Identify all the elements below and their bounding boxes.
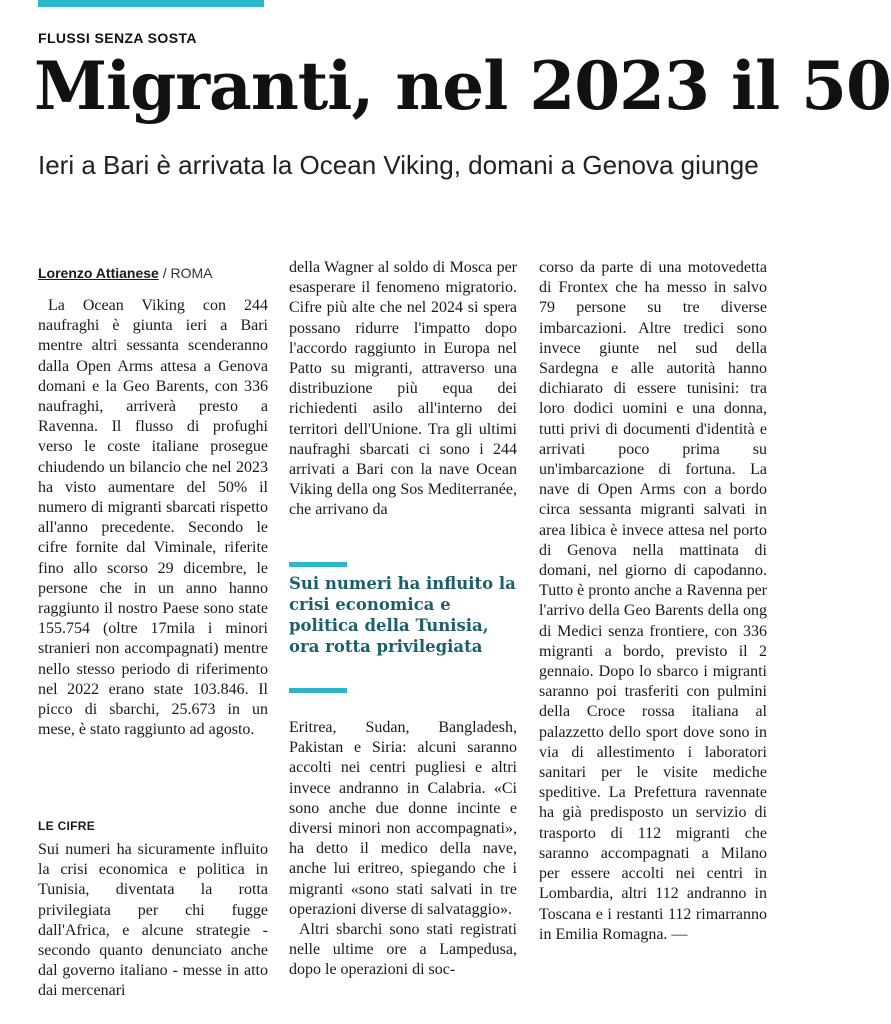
pullquote: Sui numeri ha influito la crisi economica e politica della Tunisia, ora rotta privilegiata bbox=[289, 574, 516, 656]
byline-city: / ROMA bbox=[162, 265, 213, 281]
article-column-1 bbox=[38, 296, 268, 740]
paragraph: della Wagner al soldo di Mosca per esasperare il fenomeno migratorio. Cifre più alte che nel 2024 si spera possano ridurre l'impatto dopo l'accordo raggiunto in Europa nel Patto su migranti, attraverso una distribuzione più equa dei richiedenti asilo all'interno dei territori dell'Unione. Tra gli ultimi naufraghi sbarcati ci sono i 244 arrivati a Bari con la nave Ocean Viking della ong Sos Mediterranée, che arrivano da bbox=[289, 259, 517, 519]
article-column-2 bbox=[289, 258, 517, 521]
subheadline: Ieri a Bari è arrivata la Ocean Viking, domani a Genova giunge bbox=[38, 150, 759, 180]
section-label: LE CIFRE bbox=[38, 819, 96, 833]
headline: Migranti, nel 2023 il 50 bbox=[34, 47, 891, 125]
accent-bar bbox=[38, 0, 264, 7]
article-column-3 bbox=[539, 258, 767, 945]
byline-author: Lorenzo Attianese bbox=[38, 265, 159, 281]
paragraph: Eritrea, Sudan, Bangladesh, Pakistan e Siria: alcuni saranno accolti nei centri pugliesi e altri invece andranno in Calabria. «Ci sono anche due donne incinte e diversi minori non accompagnati», ha detto il medico della nave, anche lui eritreo, spiegando che i migranti «sono stati salvati in tre operazioni diverse di salvataggio». bbox=[289, 719, 517, 918]
paragraph: La Ocean Viking con 244 naufraghi è giunta ieri a Bari mentre altri sessanta scenderanno dalla Open Arms attesa a Genova domani e la Geo Barents, con 336 naufraghi, arriverà presto a Ravenna. Il flusso di profughi verso le coste italiane prosegue chiudendo un bilancio che nel 2023 ha visto aumentare del 50% il numero di migranti sbarcati rispetto all'anno precedente. Secondo le cifre fornite dal Viminale, riferite fino allo scorso 29 dicembre, le persone che in un anno hanno raggiunto il nostro Paese sono state 155.754 (oltre 17mila i minori stranieri non accompagnati) mentre nello stesso periodo di riferimento nel 2022 erano state 103.846. Il picco di sbarchi, 25.673 in un mese, è stato raggiunto ad agosto. bbox=[38, 297, 268, 739]
paragraph: corso da parte di una motovedetta di Frontex che ha messo in salvo 79 persone su tre diverse imbarcazioni. Altre tredici sono invece giunte nel sud della Sardegna e alle autorità hanno dichiarato di essere tunisini: tra loro dodici uomini e una donna, tutti privi di documenti d'identità e arrivati poco prima su un'imbarcazione di fortuna. La nave di Open Arms con a bordo circa sessanta migranti salvati in area libica è invece attesa nel porto di Genova nella mattinata di domani, nel giorno di capodanno. Tutto è pronto anche a Ravenna per l'arrivo della Geo Barents della ong di Medici senza frontiere, con 336 migranti a bordo, previsto il 2 gennaio. Dopo lo sbarco i migranti saranno poi trasferiti con pulmini della Croce rossa italiana al palazzetto dello sport dove sono in via di allestimento i laboratori sanitari per le visite mediche speditive. La Prefettura ravennate ha già predisposto un servizio di trasporto di 112 migranti che saranno accompagnati a Milano per essere accolti nei centri in Lombardia, altri 112 andranno in Toscana e i restanti 112 rimarranno in Emilia Romagna. — bbox=[539, 259, 767, 943]
pullquote-bar-bottom bbox=[289, 688, 347, 693]
article-column-2-continued bbox=[289, 718, 517, 981]
paragraph: Sui numeri ha sicuramente influito la crisi economica e politica in Tunisia, diventata la rotta privilegiata per chi fugge dall'Africa, e alcune strategie - secondo quanto denunciato anche dal governo italiano - messe in atto dai mercenari bbox=[38, 841, 268, 1000]
pullquote-bar-top bbox=[289, 562, 347, 567]
article-column-1-continued bbox=[38, 840, 268, 1002]
paragraph: Altri sbarchi sono stati registrati nelle ultime ore a Lampedusa, dopo le operazioni di soc- bbox=[289, 921, 517, 979]
kicker: FLUSSI SENZA SOSTA bbox=[38, 30, 197, 46]
byline bbox=[38, 265, 213, 281]
